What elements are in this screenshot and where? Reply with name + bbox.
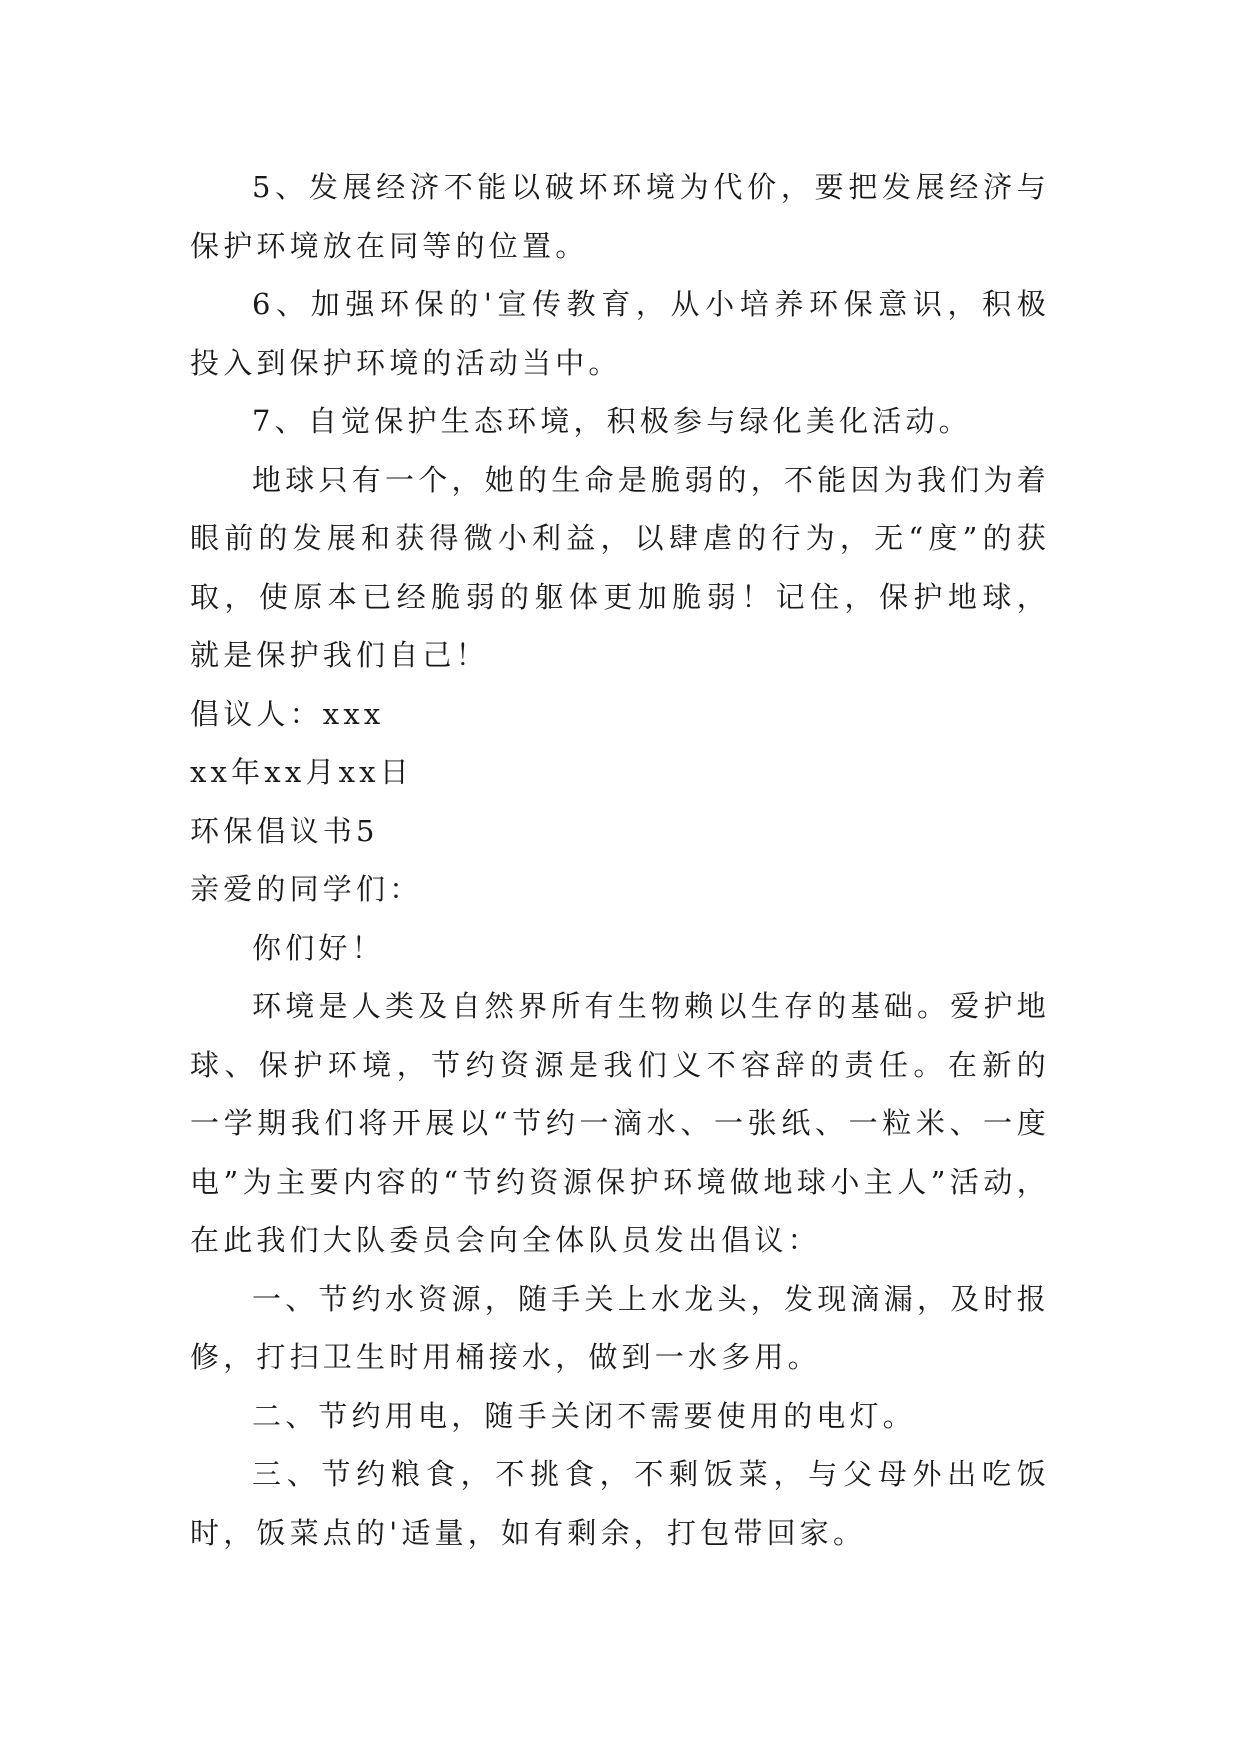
paragraph-item-2: 二、节约用电，随手关闭不需要使用的电灯。 bbox=[252, 1398, 917, 1433]
signature-date: xx年xx月xx日 bbox=[190, 755, 413, 789]
document-body bbox=[190, 158, 1050, 1562]
paragraph-intro: 环境是人类及自然界所有生物赖以生存的基础。爱护地球、保护环境，节约资源是我们义不容辞的责任。在新的一学期我们将开展以“节约一滴水、一张纸、一粒米、一度电”为主要内容的“节约资源保护环境做地球小主人”活动，在此我们大队委员会向全体队员发出倡议： bbox=[190, 989, 1050, 1257]
section-title: 环保倡议书5 bbox=[190, 813, 379, 848]
paragraph-closing: 地球只有一个，她的生命是脆弱的，不能因为我们为着眼前的发展和获得微小利益，以肆虐的行为，无“度”的获取，使原本已经脆弱的躯体更加脆弱！记住，保护地球，就是保护我们自己！ bbox=[190, 462, 1050, 672]
salutation: 亲爱的同学们： bbox=[190, 872, 423, 906]
paragraph-point-6: 6、加强环保的'宣传教育，从小培养环保意识，积极投入到保护环境的活动当中。 bbox=[190, 287, 1050, 380]
greeting: 你们好！ bbox=[252, 930, 385, 965]
paragraph-point-5: 5、发展经济不能以破坏环境为代价，要把发展经济与保护环境放在同等的位置。 bbox=[190, 170, 1050, 263]
paragraph-item-1: 一、节约水资源，随手关上水龙头，发现滴漏，及时报修，打扫卫生时用桶接水，做到一水多用。 bbox=[190, 1281, 1050, 1374]
paragraph-point-7: 7、自觉保护生态环境，积极参与绿化美化活动。 bbox=[252, 404, 972, 438]
paragraph-item-3: 三、节约粮食，不挑食，不剩饭菜，与父母外出吃饭时，饭菜点的'适量，如有剩余，打包带回家。 bbox=[190, 1457, 1050, 1550]
signature-initiator: 倡议人：xxx bbox=[190, 696, 385, 731]
